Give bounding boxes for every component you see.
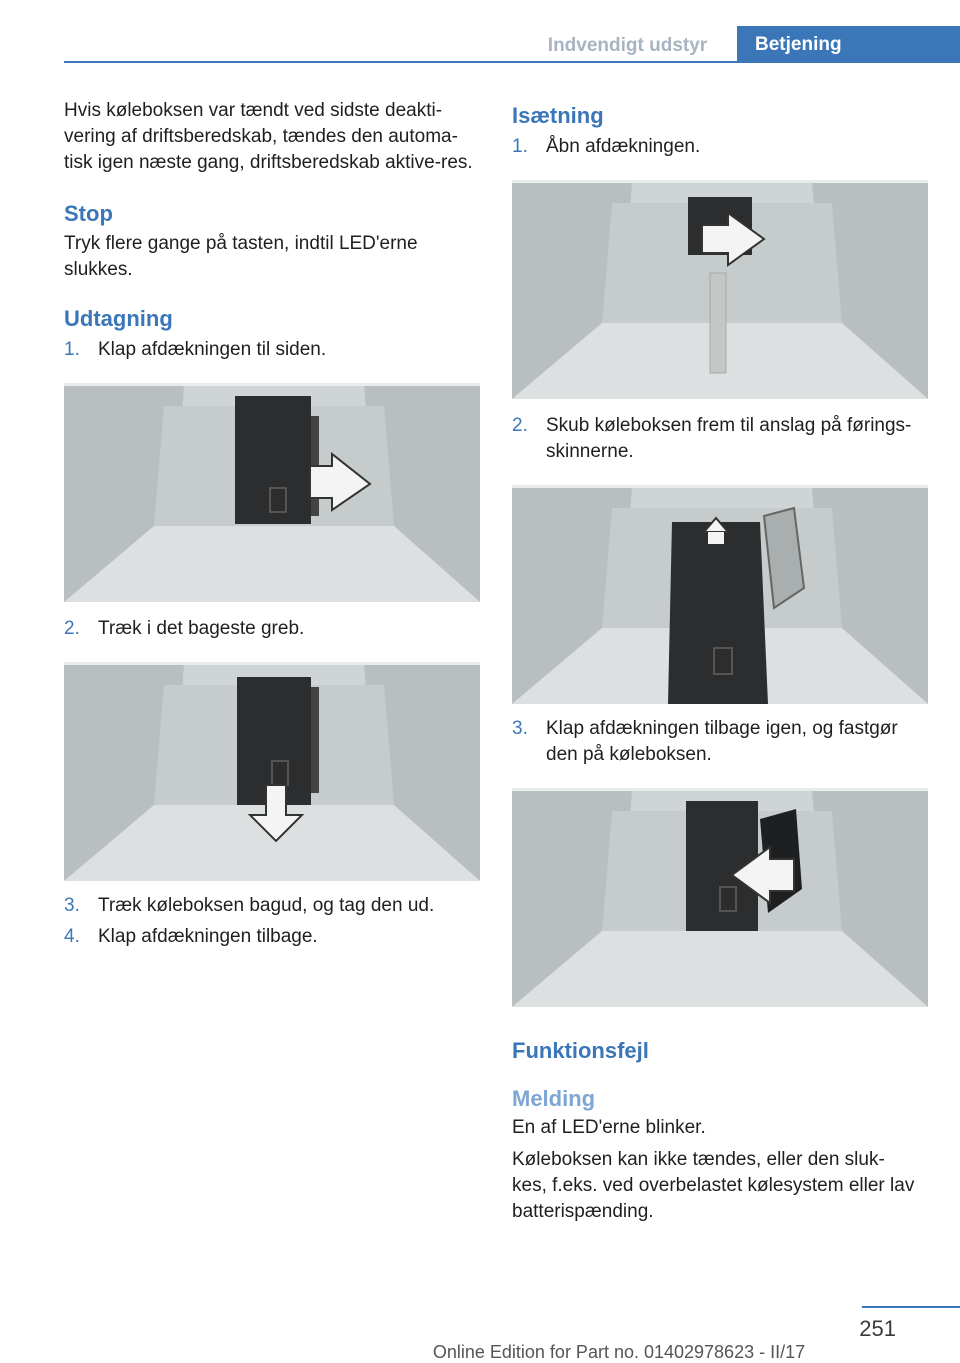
intro-paragraph: Hvis køleboksen var tændt ved sidste deakti-vering af driftsberedskab, tændes den automa-tisk igen næste gang, driftsberedskab aktive-res. [64,100,473,173]
step-text: Klap afdækningen tilbage. [98,926,318,947]
step-text: Træk i det bageste greb. [98,618,305,639]
header-rule [64,61,960,63]
figure-fold-cover-back [512,788,928,1007]
left-column [64,96,484,950]
insert-step-3 [512,716,932,768]
step-number: 3. [64,895,80,916]
insert-step-1 [512,134,932,160]
header-section-title: Indvendigt udstyr [547,35,708,56]
removal-step-4 [64,924,484,950]
removal-step-1 [64,337,484,363]
message-heading: Melding [512,1086,596,1111]
step-text: Klap afdækningen tilbage igen, og fastgør den på køleboksen. [546,718,898,765]
figure-open-cover [512,180,928,399]
removal-step-2 [64,616,484,642]
figure-flip-cover [64,383,480,602]
step-text: Klap afdækningen til siden. [98,339,327,360]
step-number: 2. [512,415,528,436]
footer-edition-text: Online Edition for Part no. 01402978623 - II/17 [432,1342,806,1362]
step-number: 3. [512,718,528,739]
figure-pull-handle [64,662,480,881]
stop-heading: Stop [64,201,113,226]
step-text: Træk køleboksen bagud, og tag den ud. [98,895,435,916]
right-column [512,96,932,1225]
removal-heading: Udtagning [64,306,173,331]
step-number: 1. [512,136,528,157]
header-tab-betjening[interactable]: Betjening [737,26,960,63]
fault-heading: Funktionsfejl [512,1038,649,1063]
insert-step-2 [512,413,932,465]
step-text: Skub køleboksen frem til anslag på førings-skinnerne. [546,415,912,462]
step-number: 4. [64,926,80,947]
step-number: 1. [64,339,80,360]
step-number: 2. [64,618,80,639]
insert-heading: Isætning [512,103,604,128]
page-number: 251 [859,1316,896,1341]
message-paragraph-2: Køleboksen kan ikke tændes, eller den sluk-kes, f.eks. ved overbelastet kølesystem eller lav batterispænding. [512,1149,915,1222]
footer-edition [0,1342,960,1363]
removal-step-3 [64,893,484,919]
stop-text: Tryk flere gange på tasten, indtil LED'erne slukkes. [64,233,418,280]
footer-rule [862,1306,960,1308]
message-paragraph-1: En af LED'erne blinker. [512,1117,706,1138]
figure-push-box [512,485,928,704]
step-text: Åbn afdækningen. [546,136,701,157]
